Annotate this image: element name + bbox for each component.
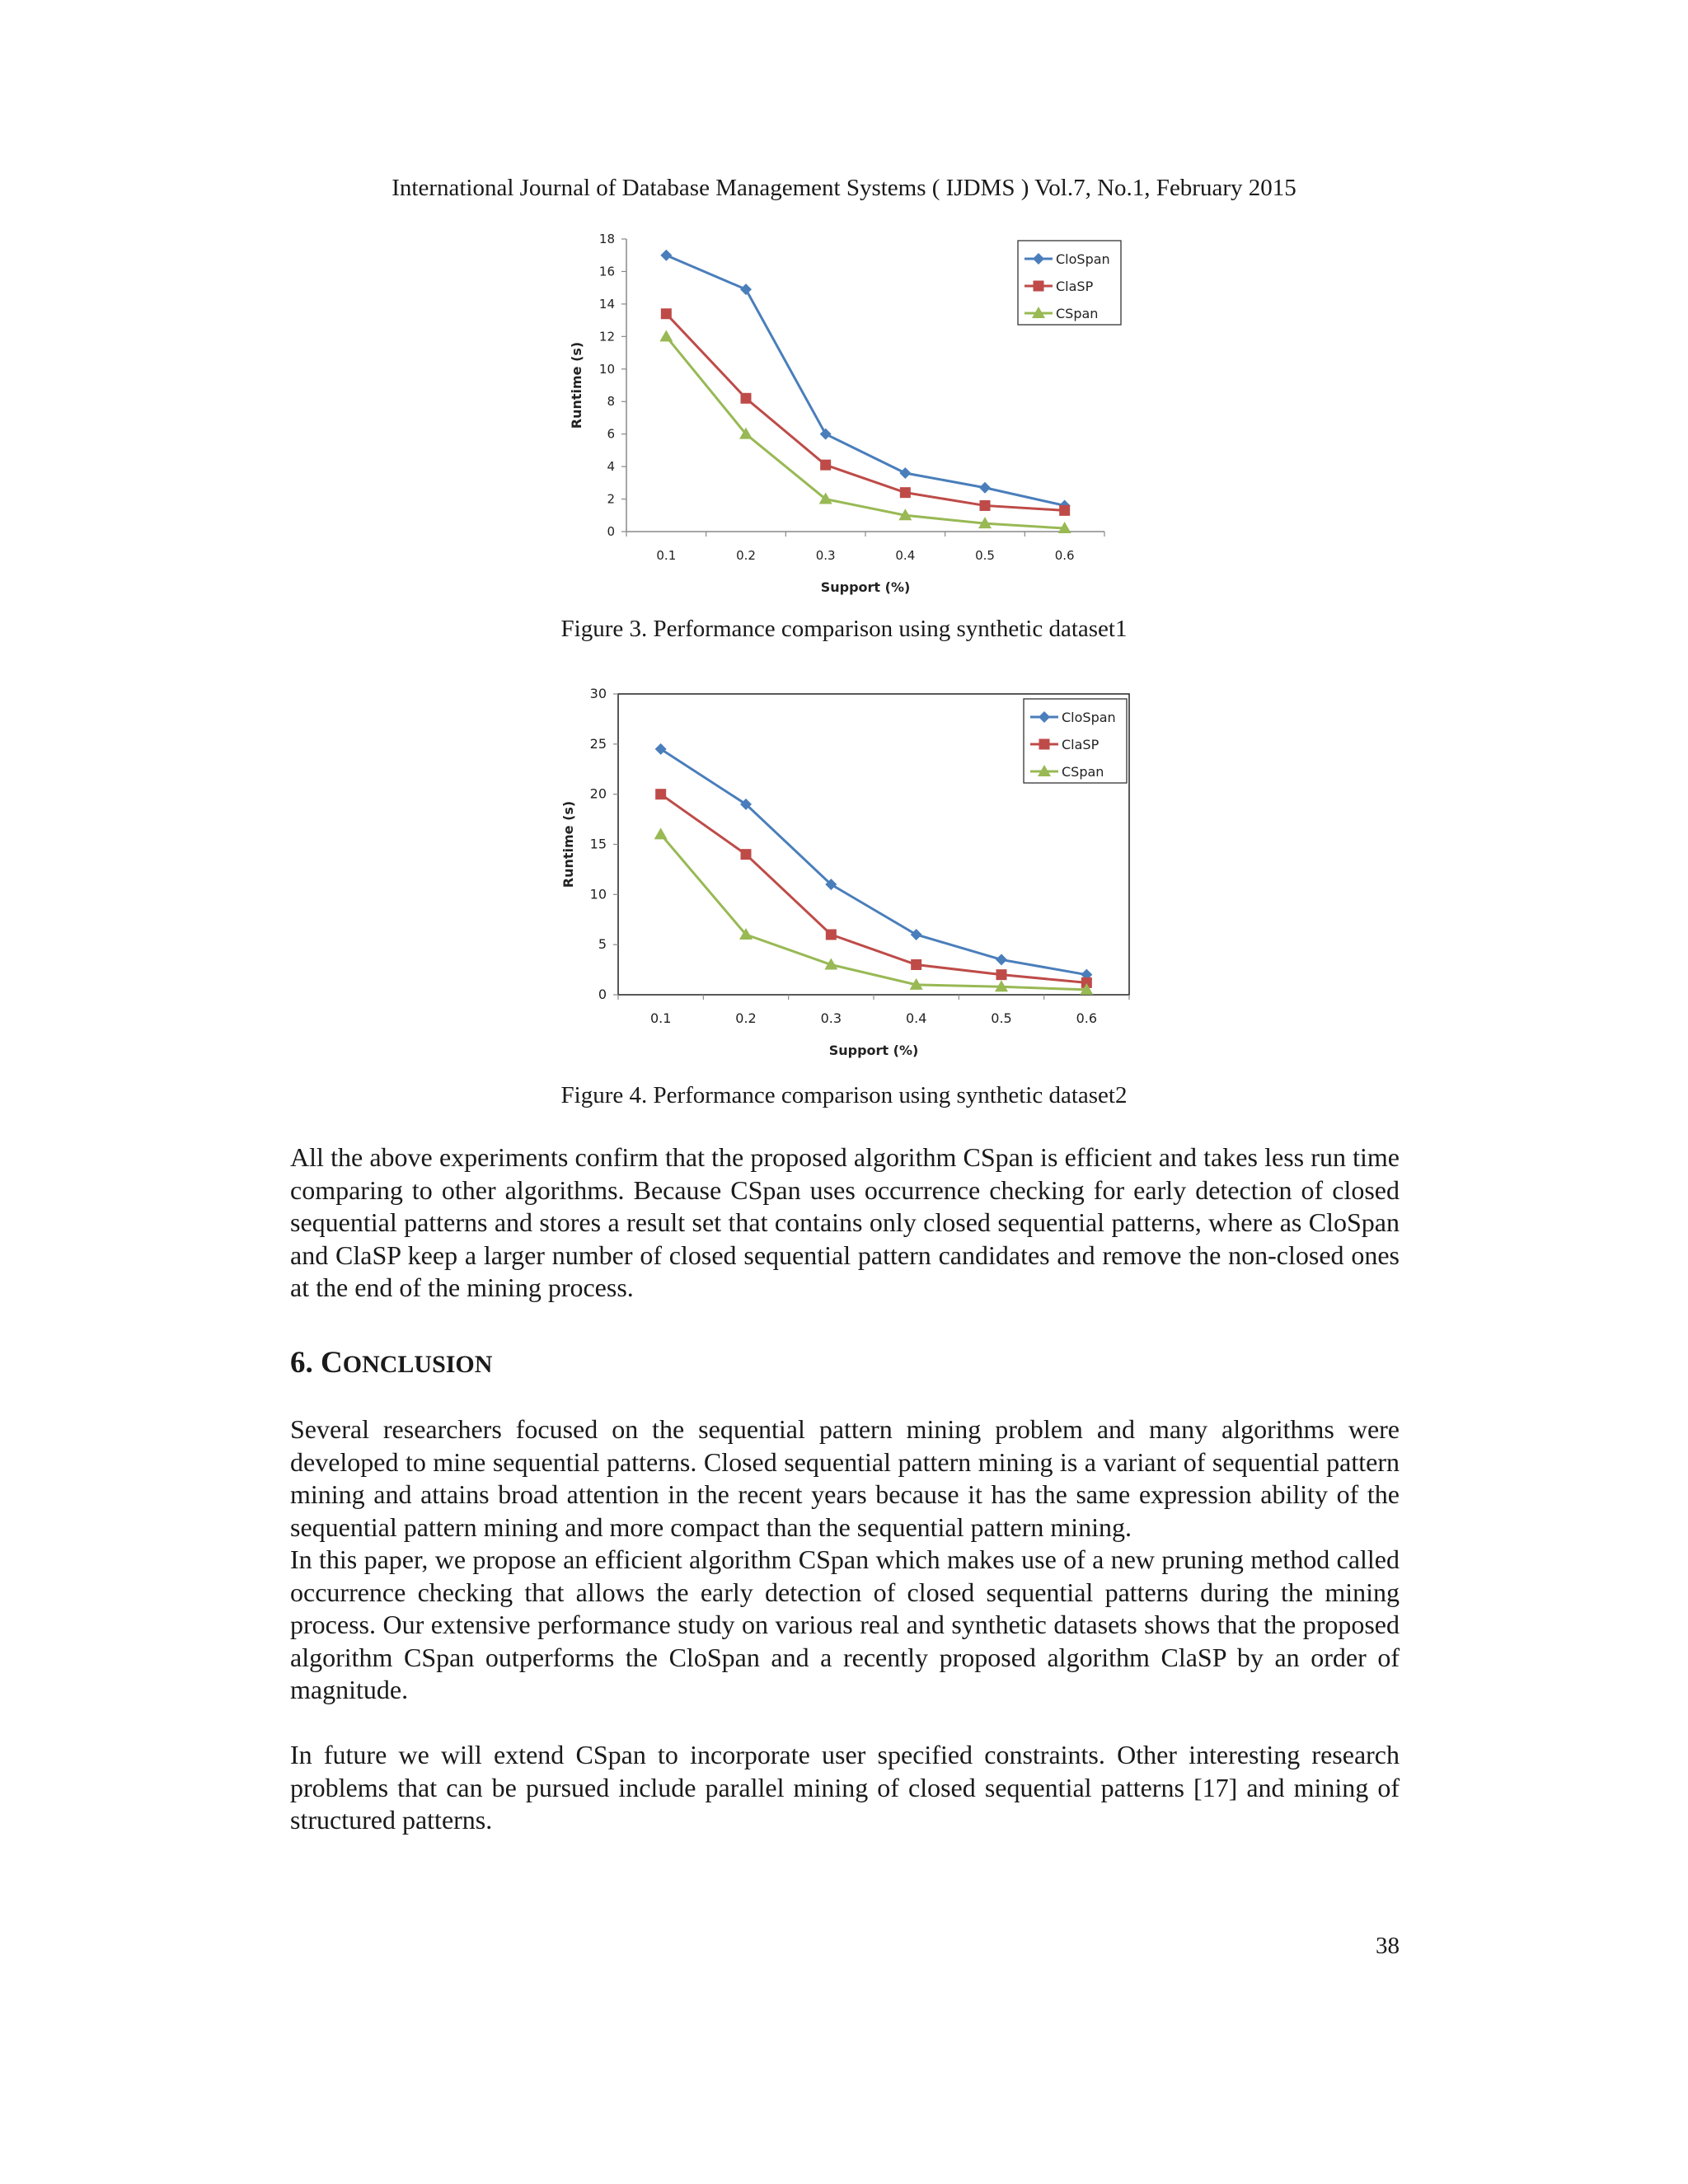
data-point-clospan (820, 429, 832, 440)
y-tick-label: 4 (607, 459, 615, 475)
page-number: 38 (1376, 1933, 1400, 1959)
data-point-clasp (741, 393, 752, 404)
y-tick-label: 15 (589, 836, 607, 852)
series-line-cspan (661, 834, 1087, 990)
y-tick-label: 25 (589, 735, 607, 752)
y-tick-label: 18 (598, 232, 615, 246)
paragraph-experiments: All the above experiments confirm that the proposed algorithm CSpan is efficient and takes less run time comparing to other algorithms. Because CSpan uses occurrence checking for early detection of closed sequential patterns and stores a result set that contains only closed sequential patterns, where as CloSpan and ClaSP keep a larger number of closed sequential pattern candidates and remove the non-closed ones at the end of the mining process. (290, 1142, 1400, 1302)
x-tick-label: 0.1 (656, 548, 677, 563)
figure-4-caption: Figure 4. Performance comparison using synthetic dataset2 (560, 1082, 1128, 1108)
data-point-clasp (1059, 505, 1070, 516)
section-title: ONCLUSION (342, 1351, 493, 1378)
y-tick-label: 10 (598, 361, 615, 377)
y-tick-label: 16 (598, 264, 615, 279)
y-tick-label: 14 (598, 296, 615, 312)
data-point-clasp (741, 849, 752, 860)
y-axis-label: Runtime (s) (560, 800, 576, 888)
y-axis-label: Runtime (s) (569, 341, 584, 429)
data-point-clasp (826, 930, 837, 940)
legend-label-clospan: CloSpan (1056, 251, 1110, 267)
legend-label-cspan: CSpan (1062, 764, 1104, 780)
series-line-clasp (666, 314, 1064, 511)
x-tick-label: 0.5 (991, 1010, 1012, 1026)
data-point-clasp (820, 460, 831, 471)
data-point-clasp (996, 969, 1007, 980)
legend-label-cspan: CSpan (1056, 306, 1099, 321)
legend-marker-clasp (1039, 739, 1050, 750)
paragraph-future-work: In future we will extend CSpan to incorporate user specified constraints. Other interesting research problems that can be pursued include parallel mining of closed sequential patterns [17] and mining of structured patterns. (290, 1740, 1400, 1835)
x-tick-label: 0.6 (1076, 1010, 1098, 1026)
journal-header: International Journal of Database Management Systems ( IJDMS ) Vol.7, No.1, February 2015 (392, 175, 1296, 201)
data-point-clospan (740, 284, 752, 295)
figure-3-caption: Figure 3. Performance comparison using synthetic dataset1 (560, 616, 1128, 642)
series-line-clospan (666, 255, 1064, 506)
y-tick-label: 20 (589, 785, 607, 802)
data-point-clasp (900, 487, 911, 498)
x-tick-label: 0.1 (649, 1010, 672, 1026)
y-tick-label: 10 (589, 886, 607, 902)
section-number: 6. C (290, 1346, 343, 1380)
data-point-clasp (661, 308, 672, 319)
x-axis-label: Support (%) (828, 1043, 919, 1058)
figure-3-chart (560, 231, 1137, 602)
x-tick-label: 0.4 (905, 1010, 927, 1026)
legend-label-clasp: ClaSP (1062, 737, 1100, 752)
y-tick-label: 6 (607, 426, 615, 442)
data-point-clospan (660, 250, 672, 261)
x-tick-label: 0.6 (1054, 548, 1075, 563)
data-point-cspan (654, 827, 668, 839)
legend-label-clasp: ClaSP (1056, 279, 1094, 294)
y-tick-label: 12 (598, 329, 615, 344)
y-tick-label: 5 (598, 936, 607, 953)
y-tick-label: 2 (607, 491, 615, 507)
data-point-clospan (911, 929, 922, 940)
data-point-clasp (980, 500, 991, 511)
x-tick-label: 0.4 (895, 548, 916, 563)
x-tick-label: 0.2 (736, 548, 756, 563)
data-point-clospan (979, 482, 991, 494)
figure-4-chart (552, 684, 1146, 1071)
legend-label-clospan: CloSpan (1062, 710, 1116, 725)
paragraph-background: Several researchers focused on the sequential pattern mining problem and many algorithms were developed to mine sequential patterns. Closed sequential pattern mining is a variant of sequential pattern mining and attains broad attention in the recent years because it has the same expression ability of the sequential pattern mining and more compact than the sequential pattern mining. (290, 1414, 1400, 1542)
y-tick-label: 0 (607, 524, 615, 539)
x-tick-label: 0.2 (735, 1010, 757, 1026)
figure-4-svg (552, 684, 1146, 1071)
legend-marker-clasp (1034, 281, 1044, 292)
series-line-clospan (661, 749, 1087, 975)
data-point-clospan (899, 467, 911, 479)
x-tick-label: 0.3 (820, 1010, 842, 1026)
x-tick-label: 0.3 (815, 548, 836, 563)
y-tick-label: 8 (607, 394, 615, 410)
section-heading-conclusion (290, 1345, 492, 1380)
data-point-clasp (911, 959, 921, 970)
y-tick-label: 0 (598, 987, 607, 1002)
series-line-clasp (661, 794, 1087, 983)
data-point-cspan (659, 330, 673, 341)
figure-3-svg (560, 231, 1137, 602)
data-point-clospan (996, 954, 1007, 965)
data-point-clasp (655, 789, 666, 799)
x-axis-label: Support (%) (820, 579, 911, 595)
x-tick-label: 0.5 (975, 548, 995, 563)
series-line-cspan (666, 336, 1064, 528)
y-tick-label: 30 (589, 686, 607, 701)
paragraph-contribution: In this paper, we propose an efficient algorithm CSpan which makes use of a new pruning method called occurrence checking that allows the early detection of closed sequential patterns during the mining process. Our extensive performance study on various real and synthetic datasets shows that the proposed algorithm CSpan outperforms the CloSpan and a recently proposed algorithm ClaSP by an order of magnitude. (290, 1544, 1400, 1704)
